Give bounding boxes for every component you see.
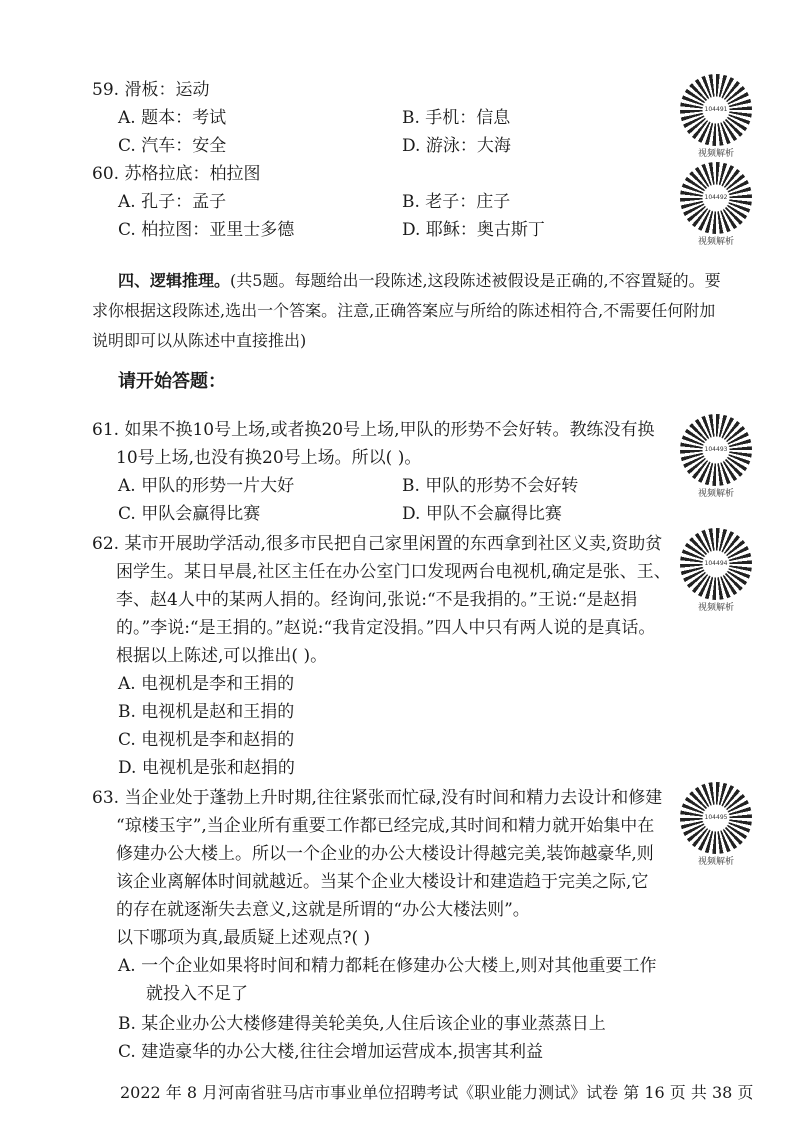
video-analysis-label: 视频解析 (697, 149, 734, 159)
question-60-option-a: A. 孔子：孟子 (118, 192, 227, 212)
section-desc-line-1: (共5题。每题给出一段陈述,这段陈述被假设是正确的,不容置疑的。要 (230, 271, 721, 290)
qr-code-id: 104494 (704, 560, 728, 567)
qr-code-id: 104493 (704, 446, 728, 453)
page-footer: 2022 年 8 月河南省驻马店市事业单位招聘考试《职业能力测试》试卷 第 16 页 共 38 页 (120, 1083, 754, 1102)
question-60-option-c: C. 柏拉图：亚里士多德 (118, 220, 295, 240)
question-62-line-2: 困学生。某日早晨,社区主任在办公室门口发现两台电视机,确定是张、王、 (116, 562, 671, 582)
qr-code-id: 104495 (704, 814, 728, 821)
qr-code-icon[interactable] (680, 782, 752, 854)
question-59-option-d: D. 游泳：大海 (402, 136, 511, 156)
question-63-option-a-line-2: 就投入不足了 (146, 984, 248, 1004)
question-63-line-4: 该企业离解体时间就越近。当某个企业大楼设计和建造趋于完美之际,它 (116, 872, 649, 892)
question-61-line-2: 10号上场,也没有换20号上场。所以( )。 (116, 448, 422, 468)
qr-code-id: 104491 (704, 106, 728, 113)
qr-code-icon[interactable] (680, 528, 752, 600)
section-desc-line-2: 求你根据这段陈述,选出一个答案。注意,正确答案应与所给的陈述相符合,不需要任何附加 (92, 301, 716, 320)
question-63-option-c: C. 建造豪华的办公大楼,往往会增加运营成本,损害其利益 (118, 1042, 544, 1062)
qr-code-icon[interactable] (680, 162, 752, 234)
question-60-option-b: B. 老子：庄子 (402, 192, 511, 212)
question-59-option-b: B. 手机：信息 (402, 108, 511, 128)
question-62-option-b: B. 电视机是赵和王捐的 (118, 702, 295, 722)
question-62-line-5: 根据以上陈述,可以推出( )。 (116, 646, 328, 666)
video-analysis-label: 视频解析 (697, 603, 734, 613)
question-63-line-1: 63. 当企业处于蓬勃上升时期,往往紧张而忙碌,没有时间和精力去设计和修建 (92, 788, 663, 808)
question-61-line-1: 61. 如果不换10号上场,或者换20号上场,甲队的形势不会好转。教练没有换 (92, 420, 655, 440)
question-59-stem: 59. 滑板：运动 (92, 80, 210, 100)
video-analysis-label: 视频解析 (697, 237, 734, 247)
question-62-line-3: 李、赵4人中的某两人捐的。经询问,张说:“不是我捐的。”王说:“是赵捐 (116, 590, 638, 610)
question-63-option-b: B. 某企业办公大楼修建得美轮美奂,人住后该企业的事业蒸蒸日上 (118, 1014, 606, 1034)
question-60-stem: 60. 苏格拉底：柏拉图 (92, 164, 261, 184)
qr-code-icon[interactable] (680, 74, 752, 146)
video-analysis-label: 视频解析 (697, 857, 734, 867)
section-desc-line-3: 说明即可以从陈述中直接推出) (92, 331, 307, 350)
question-63-line-5: 的存在就逐渐失去意义,这就是所谓的“办公大楼法则”。 (116, 900, 530, 920)
question-63-line-6: 以下哪项为真,最质疑上述观点?( ) (116, 928, 371, 948)
question-62-line-4: 的。”李说:“是王捐的。”赵说:“我肯定没捐。”四人中只有两人说的是真话。 (116, 618, 656, 638)
question-62-option-c: C. 电视机是李和赵捐的 (118, 730, 295, 750)
question-63-line-3: 修建办公大楼上。所以一个企业的办公大楼设计得越完美,装饰越豪华,则 (116, 844, 654, 864)
section-title: 四、逻辑推理。 (118, 271, 231, 290)
qr-code-icon[interactable] (680, 414, 752, 486)
question-59-option-c: C. 汽车：安全 (118, 136, 227, 156)
question-62-line-1: 62. 某市开展助学活动,很多市民把自己家里闲置的东西拿到社区义卖,资助贫 (92, 534, 663, 554)
start-answering-label: 请开始答题： (118, 371, 226, 392)
question-60-option-d: D. 耶稣：奥古斯丁 (402, 220, 545, 240)
video-analysis-label: 视频解析 (697, 489, 734, 499)
question-62-option-d: D. 电视机是张和赵捐的 (118, 758, 295, 778)
question-61-option-a: A. 甲队的形势一片大好 (118, 476, 295, 496)
question-63-line-2: “琼楼玉宇”,当企业所有重要工作都已经完成,其时间和精力就开始集中在 (116, 816, 655, 836)
question-63-option-a-line-1: A. 一个企业如果将时间和精力都耗在修建办公大楼上,则对其他重要工作 (118, 956, 657, 976)
question-61-option-c: C. 甲队会赢得比赛 (118, 504, 261, 524)
qr-code-id: 104492 (704, 194, 728, 201)
section-header (118, 268, 721, 294)
question-62-option-a: A. 电视机是李和王捐的 (118, 674, 295, 694)
question-61-option-d: D. 甲队不会赢得比赛 (402, 504, 562, 524)
question-61-option-b: B. 甲队的形势不会好转 (402, 476, 579, 496)
question-59-option-a: A. 题本：考试 (118, 108, 227, 128)
